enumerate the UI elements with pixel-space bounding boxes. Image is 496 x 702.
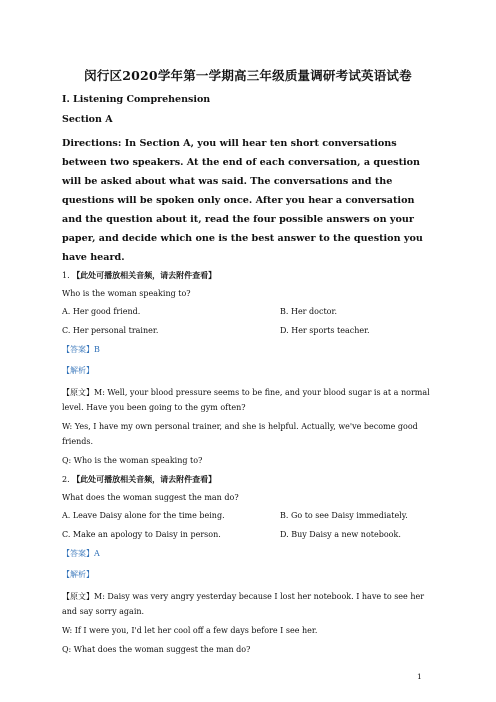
- answer-label: 【答案】B: [62, 345, 100, 354]
- question-1-header: [62, 270, 434, 281]
- document-page: [62, 60, 434, 661]
- option-d: D. Buy Daisy a new notebook.: [280, 530, 401, 539]
- page-number: 1: [417, 672, 422, 681]
- option-c: C. Make an apology to Daisy in person.: [62, 530, 221, 539]
- option-b: B. Go to see Daisy immediately.: [280, 511, 408, 520]
- option-d: D. Her sports teacher.: [280, 326, 370, 335]
- question-number: 1.: [62, 271, 70, 280]
- option-c: C. Her personal trainer.: [62, 326, 159, 335]
- directions-text: Directions: In Section A, you will hear ten short conversations between two speakers. At the end of each conversation, a question will be asked about what was said. The conversations and the questions will be spoken only once. After you hear a conversation and the question about it, read the four possible answers on your paper, and decide which one is the best answer to the question you have heard.: [62, 138, 423, 263]
- answer-label: 【答案】A: [62, 549, 100, 558]
- analysis-label: 【解析】: [62, 366, 94, 375]
- transcript-line: 【原文】M: Daisy was very angry yesterday because I lost her notebook. I have to see her and say sorry again.: [62, 592, 425, 616]
- analysis-label: 【解析】: [62, 570, 94, 579]
- option-a: A. Her good friend.: [62, 307, 141, 316]
- transcript-line: 【原文】M: Well, your blood pressure seems to be fine, and your blood sugar is at a normal level. Have you been going to the gym often?: [62, 388, 430, 412]
- transcript-line: Q: What does the woman suggest the man do?: [62, 645, 251, 654]
- transcript-line: W: Yes, I have my own personal trainer, and she is helpful. Actually, we've become good friends.: [62, 422, 418, 446]
- transcript-line: W: If I were you, I'd let her cool off a few days before I see her.: [62, 626, 318, 635]
- question-number: 2.: [62, 475, 70, 484]
- subsection-heading: Section A: [62, 114, 113, 125]
- option-a: A. Leave Daisy alone for the time being.: [62, 511, 225, 520]
- question-1-options: [62, 307, 434, 335]
- section-heading: I. Listening Comprehension: [62, 94, 211, 105]
- audio-link[interactable]: 【此处可播放相关音频，请去附件查看】: [72, 474, 217, 484]
- audio-link[interactable]: 【此处可播放相关音频，请去附件查看】: [72, 270, 217, 280]
- page-title: 闵行区2020学年第一学期高三年级质量调研考试英语试卷: [84, 68, 412, 83]
- question-2-text: What does the woman suggest the man do?: [62, 493, 239, 502]
- question-2-header: [62, 474, 434, 485]
- question-2-options: [62, 511, 434, 539]
- transcript-line: Q: Who is the woman speaking to?: [62, 456, 203, 465]
- option-b: B. Her doctor.: [280, 307, 337, 316]
- question-1-text: Who is the woman speaking to?: [62, 289, 191, 298]
